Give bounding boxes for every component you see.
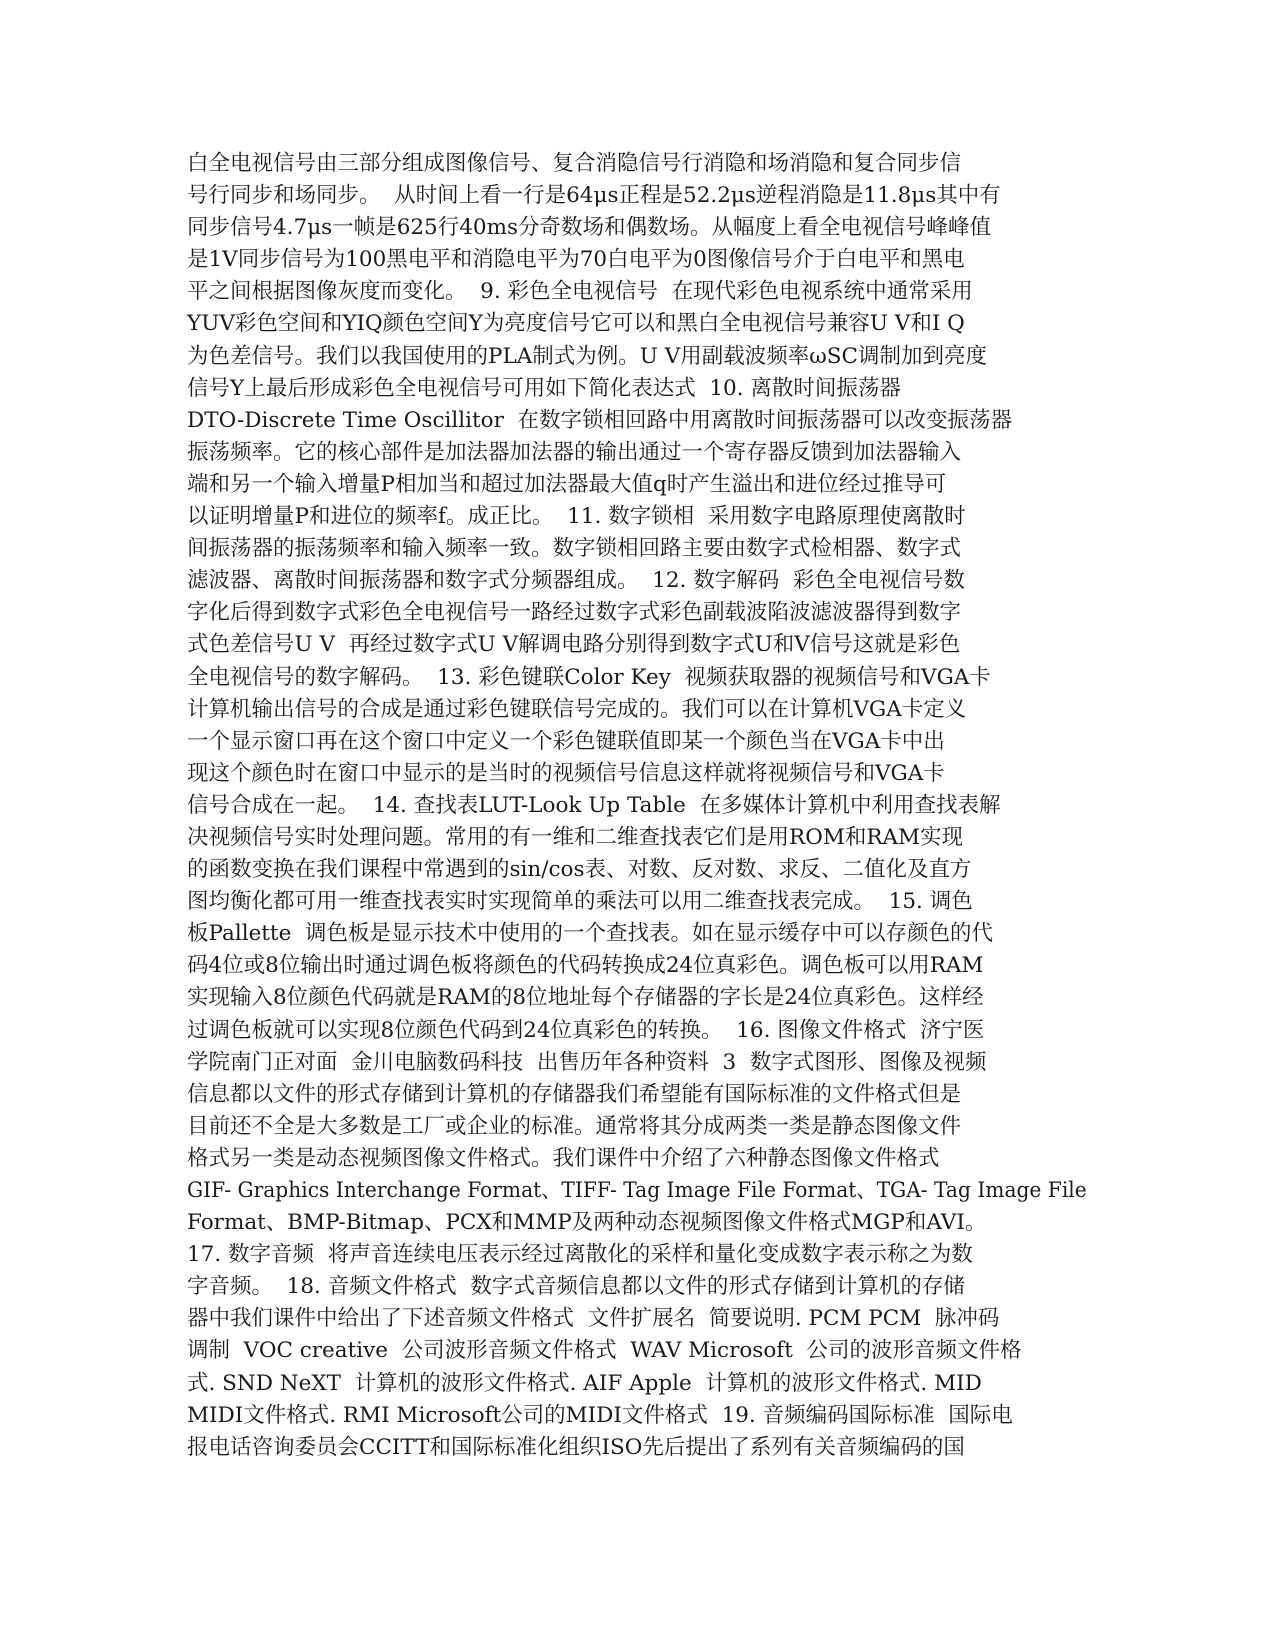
text-line: 全电视信号的数字解码。 13. 彩色键联Color Key 视频获取器的视频信号和VGA卡 (187, 664, 991, 690)
text-line: Format、BMP-Bitmap、PCX和MMP及两种动态视频图像文件格式MGP和AVI。 (187, 1210, 987, 1236)
text-line: 一个显示窗口再在这个窗口中定义一个彩色键联值即某一个颜色当在VGA卡中出 (187, 728, 945, 754)
text-line: 格式另一类是动态视频图像文件格式。我们课件中介绍了六种静态图像文件格式 (187, 1145, 940, 1171)
text-line: 振荡频率。它的核心部件是加法器加法器的输出通过一个寄存器反馈到加法器输入 (187, 439, 962, 465)
text-line: 间振荡器的振荡频率和输入频率一致。数字锁相回路主要由数字式检相器、数字式 (187, 536, 962, 562)
text-line: 的函数变换在我们课程中常遇到的sin/cos表、对数、反对数、求反、二值化及直方 (187, 857, 972, 883)
text-line: MIDI文件格式. RMI Microsoft公司的MIDI文件格式 19. 音频编码国际标准 国际电 (187, 1402, 1013, 1428)
text-line: 为色差信号。我们以我国使用的PLA制式为例。U V用副载波频率ωSC调制加到亮度 (187, 343, 987, 369)
text-line: 式. SND NeXT 计算机的波形文件格式. AIF Apple 计算机的波形文件格式. MID (187, 1370, 982, 1396)
text-line: 图均衡化都可用一维查找表实时实现简单的乘法可以用二维查找表完成。 15. 调色 (187, 889, 973, 915)
text-line: 报电话咨询委员会CCITT和国际标准化组织ISO先后提出了系列有关音频编码的国 (187, 1434, 965, 1460)
text-line: 实现输入8位颜色代码就是RAM的8位地址每个存储器的字长是24位真彩色。这样经 (187, 985, 984, 1011)
text-line: 学院南门正对面 金川电脑数码科技 出售历年各种资料 3 数字式图形、图像及视频 (187, 1049, 987, 1075)
text-line: 码4位或8位输出时通过调色板将颜色的代码转换成24位真彩色。调色板可以用RAM (187, 953, 984, 979)
text-line: 字化后得到数字式彩色全电视信号一路经过数字式彩色副载波陷波滤波器得到数字 (187, 600, 962, 626)
text-line: 是1V同步信号为100黑电平和消隐电平为70白电平为0图像信号介于白电平和黑电 (187, 247, 965, 273)
text-line: 同步信号4.7μs一帧是625行40ms分奇数场和偶数场。从幅度上看全电视信号峰峰值 (187, 215, 992, 241)
text-line: 计算机输出信号的合成是通过彩色键联信号完成的。我们可以在计算机VGA卡定义 (187, 696, 967, 722)
body-text (187, 148, 1087, 1464)
text-line: 板Pallette 调色板是显示技术中使用的一个查找表。如在显示缓存中可以存颜色的代 (187, 921, 993, 947)
text-line: 目前还不全是大多数是工厂或企业的标准。通常将其分成两类一类是静态图像文件 (187, 1113, 962, 1139)
text-line: 号行同步和场同步。 从时间上看一行是64μs正程是52.2μs逆程消隐是11.8μs其中有 (187, 183, 1001, 209)
text-line: 17. 数字音频 将声音连续电压表示经过离散化的采样和量化变成数字表示称之为数 (187, 1242, 973, 1268)
text-line: 式色差信号U V 再经过数字式U V解调电路分别得到数字式U和V信号这就是彩色 (187, 632, 961, 658)
text-line: 信息都以文件的形式存储到计算机的存储器我们希望能有国际标准的文件格式但是 (187, 1081, 962, 1107)
text-line: 过调色板就可以实现8位颜色代码到24位真彩色的转换。 16. 图像文件格式 济宁医 (187, 1017, 985, 1043)
text-line: 端和另一个输入增量P相加当和超过加法器最大值q时产生溢出和进位经过推导可 (187, 471, 947, 497)
text-line: 信号合成在一起。 14. 查找表LUT-Look Up Table 在多媒体计算机中利用查找表解 (187, 792, 1001, 818)
text-line: YUV彩色空间和YIQ颜色空间Y为亮度信号它可以和黑白全电视信号兼容U V和I Q (187, 311, 965, 337)
text-line: 白全电视信号由三部分组成图像信号、复合消隐信号行消隐和场消隐和复合同步信 (187, 151, 962, 176)
text-line: 信号Y上最后形成彩色全电视信号可用如下简化表达式 10. 离散时间振荡器 (187, 375, 901, 401)
text-line: 器中我们课件中给出了下述音频文件格式 文件扩展名 简要说明. PCM PCM 脉冲码 (187, 1306, 1000, 1332)
text-line: 以证明增量P和进位的频率f。成正比。 11. 数字锁相 采用数字电路原理使离散时 (187, 504, 966, 530)
text-line: DTO-Discrete Time Oscillitor 在数字锁相回路中用离散时间振荡器可以改变振荡器 (187, 407, 1013, 433)
text-line: 字音频。 18. 音频文件格式 数字式音频信息都以文件的形式存储到计算机的存储 (187, 1274, 965, 1300)
text-line: 平之间根据图像灰度而变化。 9. 彩色全电视信号 在现代彩色电视系统中通常采用 (187, 279, 973, 305)
text-line: 滤波器、离散时间振荡器和数字式分频器组成。 12. 数字解码 彩色全电视信号数 (187, 568, 965, 594)
text-line: 调制 VOC creative 公司波形音频文件格式 WAV Microsoft 公司的波形音频文件格 (187, 1338, 1022, 1364)
text-line: GIF- Graphics Interchange Format、TIFF- Tag Image File Format、TGA- Tag Image File (187, 1178, 1087, 1203)
text-line: 决视频信号实时处理问题。常用的有一维和二维查找表它们是用ROM和RAM实现 (187, 824, 964, 850)
text-line: 现这个颜色时在窗口中显示的是当时的视频信号信息这样就将视频信号和VGA卡 (187, 760, 945, 786)
